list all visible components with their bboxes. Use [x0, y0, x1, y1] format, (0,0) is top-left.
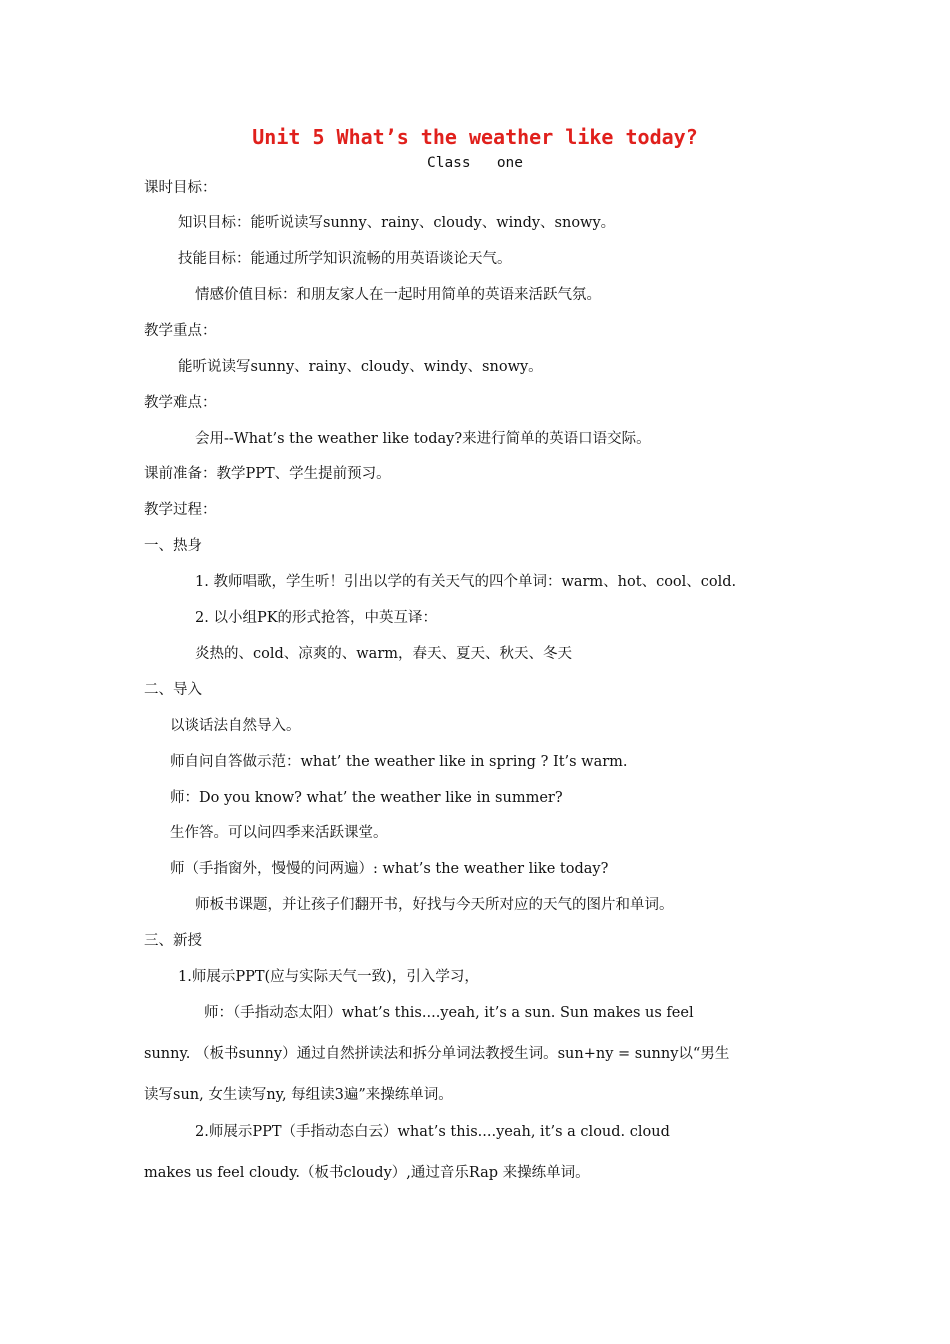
intro-line-1: 以谈话法自然导入。 [170, 718, 301, 734]
new-step-1-line-a: 师：（手指动态太阳）what’s this....yeah, it’s a sun. Sun makes us feel [204, 1005, 694, 1021]
warmup-item-1: 1. 教师唱歌，学生听！引出以学的有关天气的四个单词：warm、hot、cool、cold. [195, 574, 737, 590]
class-label: Class one [426, 155, 524, 171]
intro-line-4: 生作答。可以问四季来活跃课堂。 [170, 825, 388, 841]
new-step-2-line-a: 2.师展示PPT（手指动态白云）what’s this....yeah, it’s a cloud. cloud [195, 1124, 670, 1140]
process-heading: 教学过程： [144, 502, 217, 518]
intro-line-5: 师（手指窗外，慢慢的问两遍）: what’s the weather like today? [170, 861, 609, 877]
new-teaching-heading: 三、新授 [144, 933, 202, 949]
intro-line-6: 师板书课题，并让孩子们翻开书，好找与今天所对应的天气的图片和单词。 [195, 897, 674, 913]
intro-heading: 二、导入 [144, 682, 202, 698]
warmup-item-2: 2. 以小组PK的形式抢答，中英互译： [195, 610, 438, 626]
page-title: Unit 5 What’s the weather like today? [252, 125, 698, 149]
new-step-1-line-c: 读写sun, 女生读写ny, 每组读3遍”来操练单词。 [144, 1087, 453, 1103]
objectives-heading: 课时目标： [144, 180, 217, 196]
new-step-1-line-b: sunny. （板书sunny）通过自然拼读法和拆分单词法教授生词。sun+ny = sunny以“男生 [144, 1046, 730, 1062]
key-points-text: 能听说读写sunny、rainy、cloudy、windy、snowy。 [178, 359, 543, 375]
emotion-objective: 情感价值目标：和朋友家人在一起时用简单的英语来活跃气氛。 [195, 287, 601, 303]
intro-line-2: 师自问自答做示范：what’ the weather like in spring ? It’s warm. [170, 754, 628, 770]
key-points-heading: 教学重点： [144, 323, 217, 339]
new-step-2-line-b: makes us feel cloudy.（板书cloudy）,通过音乐Rap 来操练单词。 [144, 1165, 590, 1181]
warmup-heading: 一、热身 [144, 538, 202, 554]
intro-line-3: 师：Do you know? what’ the weather like in summer? [170, 790, 563, 806]
difficulties-heading: 教学难点： [144, 395, 217, 411]
new-step-1: 1.师展示PPT(应与实际天气一致)，引入学习， [178, 969, 479, 985]
warmup-item-2-words: 炎热的、cold、凉爽的、warm，春天、夏天、秋天、冬天 [195, 646, 573, 662]
knowledge-objective: 知识目标：能听说读写sunny、rainy、cloudy、windy、snowy。 [178, 215, 616, 231]
preparation-text: 课前准备：教学PPT、学生提前预习。 [144, 466, 391, 482]
skill-objective: 技能目标：能通过所学知识流畅的用英语谈论天气。 [178, 251, 512, 267]
difficulties-text: 会用--What’s the weather like today?来进行简单的英语口语交际。 [195, 431, 651, 447]
